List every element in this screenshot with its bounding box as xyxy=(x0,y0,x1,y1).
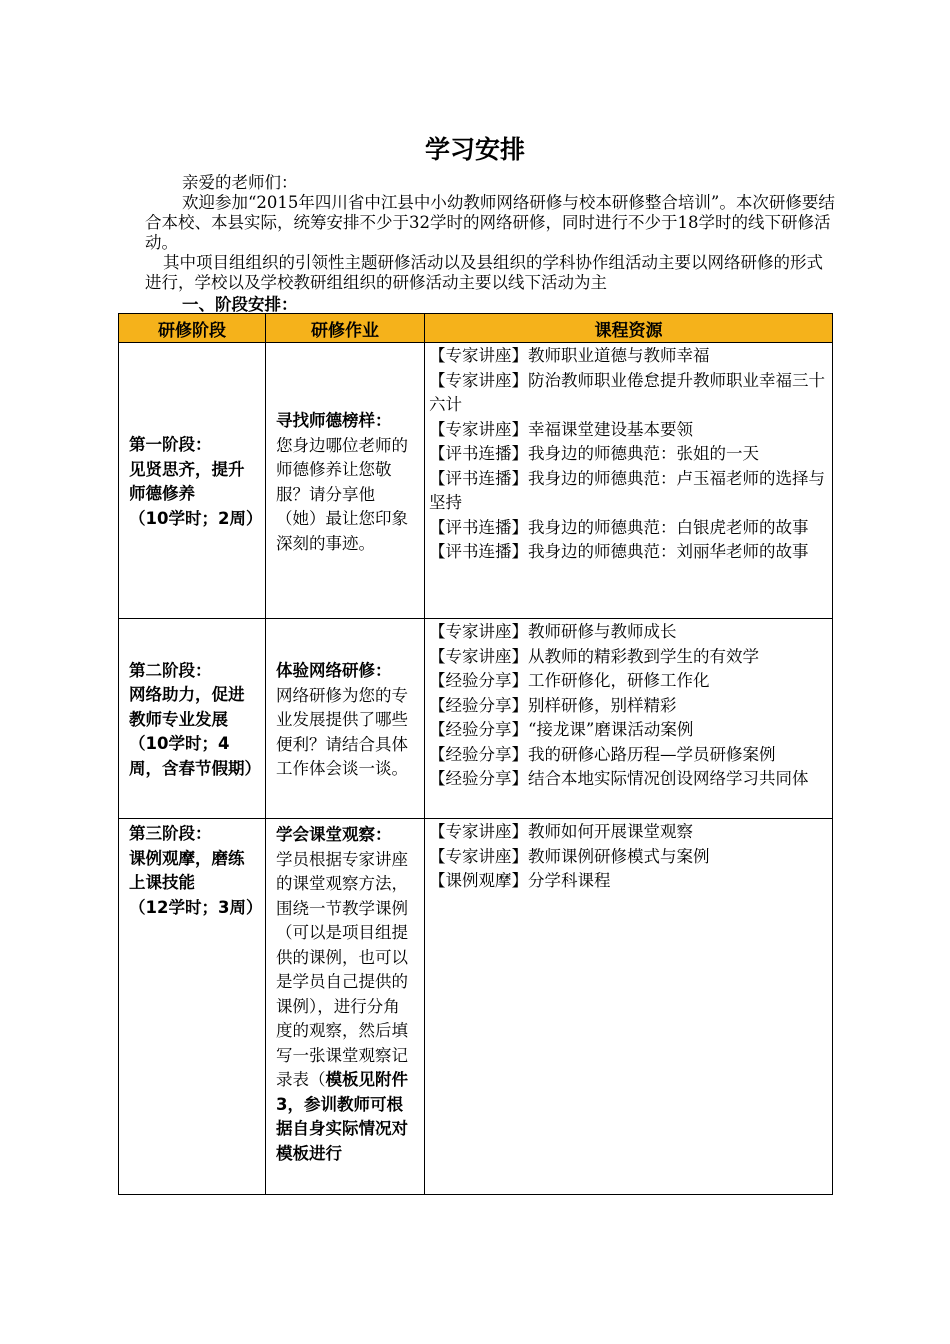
resource-item: 【评书连播】我身边的师德典范：白银虎老师的故事 xyxy=(429,517,809,537)
resource-item: 【专家讲座】教师如何开展课堂观察 xyxy=(429,822,693,841)
stage-hours: （10学时；2周） xyxy=(129,508,263,528)
intro-paragraph-1: 欢迎参加“2015年四川省中江县中小幼教师网络研修与校本研修整合培训”。本次研修要结合本校、本县实际，统筹安排不少于32学时的网络研修，同时进行不少于18学时的线下研修活动。 xyxy=(145,193,835,252)
resource-item: 【评书连播】我身边的师德典范：张姐的一天 xyxy=(429,444,759,463)
header-task: 研修作业 xyxy=(266,314,425,343)
resource-item: 【经验分享】工作研修化，研修工作化 xyxy=(429,671,710,690)
stage-label: 第一阶段： xyxy=(129,435,212,454)
stage-cell xyxy=(119,343,266,619)
resource-item: 【专家讲座】防治教师职业倦怠提升教师职业幸福三十六计 xyxy=(429,370,825,414)
stage-title: 课例观摩，磨练上课技能 xyxy=(129,848,245,892)
task-text: 学员根据专家讲座的课堂观察方法，围绕一节教学课例（可以是项目组提供的课例，也可以是学员自己提供的课例），进行分角度的观察，然后填写一张课堂观察记录表（ xyxy=(276,849,408,1089)
resource-item: 【专家讲座】教师研修与教师成长 xyxy=(429,622,677,641)
stage-label: 第三阶段： xyxy=(129,824,212,843)
header-resources: 课程资源 xyxy=(425,314,833,343)
stage-hours: （10学时；4周，含春节假期） xyxy=(129,734,261,778)
resource-item: 【经验分享】别样研修，别样精彩 xyxy=(429,695,677,715)
table-row xyxy=(119,819,833,1195)
header-stage: 研修阶段 xyxy=(119,314,266,343)
stage-label: 第二阶段： xyxy=(129,660,212,680)
section-heading: 一、阶段安排： xyxy=(182,295,298,314)
table-row xyxy=(119,619,833,819)
task-cell xyxy=(266,619,425,819)
resource-cell xyxy=(425,343,833,619)
resource-item: 【专家讲座】教师职业道德与教师幸福 xyxy=(429,346,710,365)
task-text-bold: 模板见附件3，参训教师可根据自身实际情况对模板进行 xyxy=(276,1070,408,1163)
intro-paragraph-2: 其中项目组组织的引领性主题研修活动以及县组织的学科协作组活动主要以网络研修的形式进行，学校以及学校教研组组织的研修活动主要以线下活动为主 xyxy=(145,253,823,292)
stage-title: 网络助力，促进教师专业发展 xyxy=(129,685,245,729)
stage-cell xyxy=(119,619,266,819)
task-description: 网络研修为您的专业发展提供了哪些便利？请结合具体工作体会谈一谈。 xyxy=(276,685,408,779)
table-header-row xyxy=(119,314,833,343)
stage-hours: （12学时；3周） xyxy=(129,897,263,917)
resource-item: 【专家讲座】幸福课堂建设基本要领 xyxy=(429,419,693,439)
task-description: 您身边哪位老师的师德修养让您敬服？请分享他（她）最让您印象深刻的事迹。 xyxy=(276,435,408,553)
stage-cell xyxy=(119,819,266,1195)
resource-cell xyxy=(425,819,833,1195)
task-heading: 寻找师德榜样： xyxy=(276,411,392,430)
resource-item: 【评书连播】我身边的师德典范：刘丽华老师的故事 xyxy=(429,542,809,561)
resource-item: 【经验分享】“接龙课”磨课活动案例 xyxy=(429,720,694,739)
greeting: 亲爱的老师们： xyxy=(182,173,298,192)
task-cell xyxy=(266,819,425,1195)
resource-item: 【专家讲座】从教师的精彩教到学生的有效学 xyxy=(429,646,759,666)
schedule-table xyxy=(118,313,833,1195)
resource-cell xyxy=(425,619,833,819)
resource-item: 【经验分享】结合本地实际情况创设网络学习共同体 xyxy=(429,769,809,788)
resource-item: 【评书连播】我身边的师德典范：卢玉福老师的选择与坚持 xyxy=(429,468,825,512)
task-heading: 体验网络研修： xyxy=(276,661,392,681)
intro-text xyxy=(145,173,835,293)
task-description xyxy=(276,848,416,1167)
table-row xyxy=(119,343,833,619)
resource-item: 【专家讲座】教师课例研修模式与案例 xyxy=(429,846,710,866)
resource-item: 【课例观摩】分学科课程 xyxy=(429,871,611,890)
resource-item: 【经验分享】我的研修心路历程—学员研修案例 xyxy=(429,744,776,764)
task-cell xyxy=(266,343,425,619)
page-title: 学习安排 xyxy=(424,135,525,164)
stage-title: 见贤思齐，提升师德修养 xyxy=(129,459,245,503)
task-heading: 学会课堂观察： xyxy=(276,825,392,844)
